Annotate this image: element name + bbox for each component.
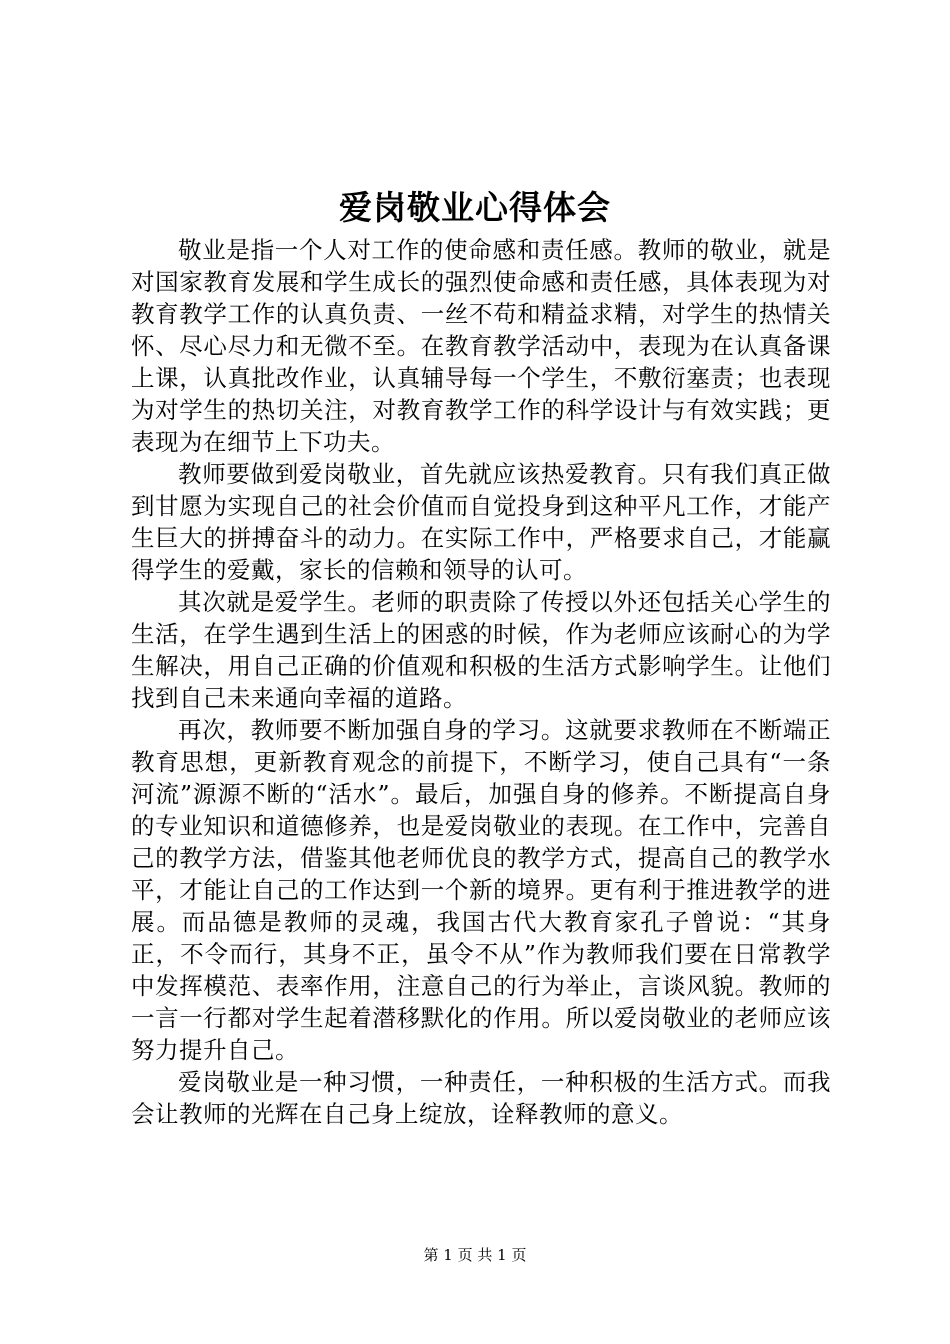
page-number-label: 第 1 页 共 1 页	[423, 1246, 527, 1264]
paragraph-5: 爱岗敬业是一种习惯，一种责任，一种积极的生活方式。而我会让教师的光辉在自己身上绽放，诠释教师的意义。	[131, 1068, 831, 1128]
paragraph-2: 教师要做到爱岗敬业，首先就应该热爱教育。只有我们真正做到甘愿为实现自己的社会价值而自觉投身到这种平凡工作，才能产生巨大的拼搏奋斗的动力。在实际工作中，严格要求自己，才能赢得学生的爱戴，家长的信赖和领导的认可。	[131, 460, 831, 584]
paragraph-4: 再次，教师要不断加强自身的学习。这就要求教师在不断端正教育思想，更新教育观念的前提下，不断学习，使自己具有“一条河流”源源不断的“活水”。最后，加强自身的修养。不断提高自身的专业知识和道德修养，也是爱岗敬业的表现。在工作中，完善自己的教学方法，借鉴其他老师优良的教学方式，提高自己的教学水平，才能让自己的工作达到一个新的境界。更有利于推进教学的进展。而品德是教师的灵魂，我国古代大教育家孔子曾说：“其身正，不令而行，其身不正，虽令不从”作为教师我们要在日常教学中发挥模范、表率作用，注意自己的行为举止，言谈风貌。教师的一言一行都对学生起着潜移默化的作用。所以爱岗敬业的老师应该努力提升自己。	[131, 716, 831, 1064]
page-footer	[0, 1244, 950, 1266]
document-body	[131, 234, 831, 1130]
paragraph-3: 其次就是爱学生。老师的职责除了传授以外还包括关心学生的生活，在学生遇到生活上的困惑的时候，作为老师应该耐心的为学生解决，用自己正确的价值观和积极的生活方式影响学生。让他们找到自己未来通向幸福的道路。	[131, 588, 831, 712]
paragraph-1: 敬业是指一个人对工作的使命感和责任感。教师的敬业，就是对国家教育发展和学生成长的强烈使命感和责任感，具体表现为对教育教学工作的认真负责、一丝不苟和精益求精，对学生的热情关怀、尽心尽力和无微不至。在教育教学活动中，表现为在认真备课上课，认真批改作业，认真辅导每一个学生，不敷衍塞责；也表现为对学生的热切关注，对教育教学工作的科学设计与有效实践；更表现为在细节上下功夫。	[131, 236, 831, 456]
document-title: 爱岗敬业心得体会	[339, 188, 611, 227]
